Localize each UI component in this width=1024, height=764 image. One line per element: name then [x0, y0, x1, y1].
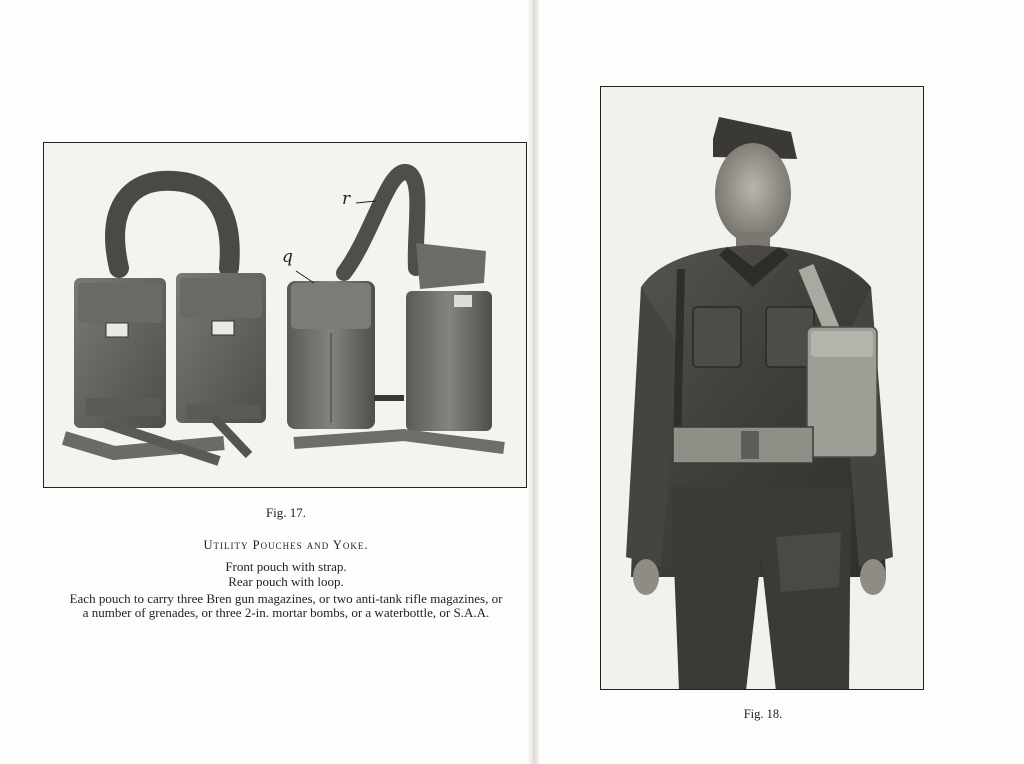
worn-utility-pouch: [807, 327, 877, 457]
caption-paragraph: Each pouch to carry three Bren gun magazines, or two anti-tank rifle magazines, or a number of grenades, or three 2-in. mortar bombs, or a waterbottle, or S.A.A.: [69, 591, 503, 620]
pouches-photo: [43, 142, 527, 488]
front-pouch-right: [176, 273, 266, 423]
caption-title: Utility Pouches and Yoke.: [203, 538, 369, 552]
pouch-q: [287, 281, 375, 429]
caption-line-rear: Rear pouch with loop.: [228, 574, 344, 589]
soldier-head: [715, 143, 791, 243]
label-q: q: [282, 247, 293, 267]
pouch-r: [406, 243, 492, 431]
pouches-illustration: [44, 143, 527, 488]
front-pouch-left: [74, 278, 166, 428]
caption-line-front: Front pouch with strap.: [225, 559, 347, 574]
label-r: r: [342, 189, 351, 209]
soldier-photo: [600, 86, 924, 690]
figure-17-label: Fig. 17.: [265, 505, 307, 520]
right-page: [538, 0, 1024, 764]
figure-18-label: Fig. 18.: [743, 707, 783, 721]
soldier-illustration: [601, 87, 924, 690]
